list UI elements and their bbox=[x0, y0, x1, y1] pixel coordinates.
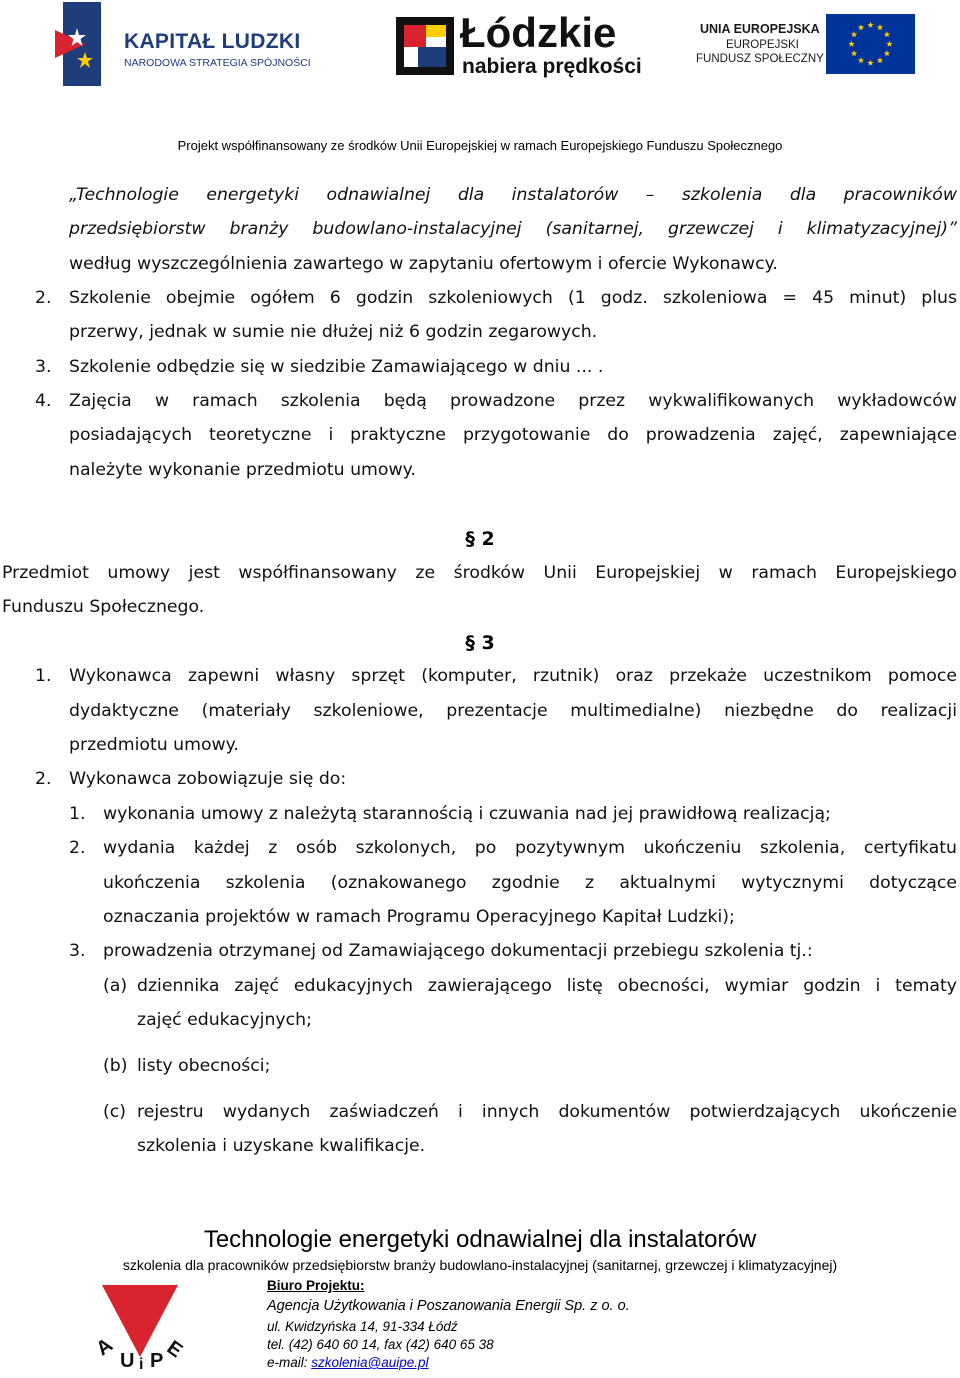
list-item-text: Zajęcia w ramach szkolenia będą prowadzone przez wykwalifikowanych wykładowców bbox=[69, 391, 957, 411]
auipe-logo-letter-p: P bbox=[150, 1350, 164, 1371]
kapital-ludzki-logo-icon bbox=[55, 2, 105, 86]
list-item-text: Wykonawca zobowiązuje się do: bbox=[69, 769, 347, 789]
lodzkie-subtitle: nabiera prędkości bbox=[462, 55, 642, 78]
ue-line2: EUROPEJSKI bbox=[726, 39, 799, 51]
auipe-logo-letter-e: E bbox=[162, 1336, 187, 1363]
auipe-logo-letter-u: U bbox=[120, 1350, 135, 1371]
email-label: e-mail: bbox=[267, 1355, 312, 1370]
sublist-number: 1. bbox=[69, 804, 86, 824]
kapital-ludzki-name: KAPITAŁ LUDZKI bbox=[124, 30, 301, 53]
address: ul. Kwidzyńska 14, 91-334 Łódź bbox=[267, 1319, 458, 1334]
eu-flag-icon bbox=[826, 14, 915, 74]
section-heading: § 3 bbox=[465, 632, 495, 654]
email-link[interactable]: szkolenia@auipe.pl bbox=[311, 1355, 429, 1370]
sublist-item-text: oznaczania projektów w ramach Programu Operacyjnego Kapitał Ludzki); bbox=[103, 907, 735, 927]
lodzkie-name: Łódzkie bbox=[460, 9, 617, 56]
list-item-text: przedmiotu umowy. bbox=[69, 735, 239, 755]
ue-title: UNIA EUROPEJSKA bbox=[700, 22, 820, 36]
list-number: 3. bbox=[35, 357, 52, 377]
list-item-text: posiadających teoretyczne i praktyczne przygotowanie do prowadzenia zajęć, zapewniające bbox=[69, 425, 957, 445]
subsublist-item-text: rejestru wydanych zaświadczeń i innych dokumentów potwierdzających ukończenie bbox=[137, 1102, 957, 1122]
intro-line: według wyszczególnienia zawartego w zapytaniu ofertowym i ofercie Wykonawcy. bbox=[69, 254, 778, 274]
intro-line: „Technologie energetyki odnawialnej dla instalatorów – szkolenia dla pracowników bbox=[69, 185, 957, 205]
subsublist-item-text: dziennika zajęć edukacyjnych zawierającego listę obecności, wymiar godzin i tematy bbox=[137, 976, 957, 996]
section-heading: § 2 bbox=[465, 528, 495, 550]
footer-subtitle: szkolenia dla pracowników przedsiębiorstw branży budowlano-instalacyjnej (sanitarnej, grzewczej i klimatyzacyjnej) bbox=[122, 1257, 838, 1273]
project-cofinance-line: Projekt współfinansowany ze środków Unii Europejskiej w ramach Europejskiego Funduszu Społecznego bbox=[177, 138, 783, 153]
list-number: 1. bbox=[35, 666, 52, 686]
email-line bbox=[267, 1355, 429, 1370]
paragraph-line: Przedmiot umowy jest współfinansowany ze środków Unii Europejskiej w ramach Europejskiego bbox=[2, 563, 957, 583]
list-item-text: dydaktyczne (materiały szkoleniowe, prezentacje multimedialne) niezbędne do realizacji bbox=[69, 701, 957, 721]
biuro-label: Biuro Projektu: bbox=[267, 1278, 365, 1293]
auipe-logo-icon bbox=[92, 1275, 188, 1371]
subsublist-item-text: listy obecności; bbox=[137, 1056, 271, 1076]
footer-title: Technologie energetyki odnawialnej dla instalatorów bbox=[203, 1226, 757, 1253]
auipe-logo-letter-a: A bbox=[92, 1333, 117, 1361]
sublist-number: 2. bbox=[69, 838, 86, 858]
kapital-ludzki-subtitle: NARODOWA STRATEGIA SPÓJNOŚCI bbox=[124, 57, 311, 69]
subsublist-number: (b) bbox=[103, 1056, 128, 1076]
sublist-item-text: wykonania umowy z należytą starannością i czuwania nad jej prawidłową realizacją; bbox=[103, 804, 831, 824]
sublist-item-text: ukończenia szkolenia (oznakowanego zgodnie z aktualnymi wytycznymi dotyczące bbox=[103, 873, 957, 893]
list-item-text: należyte wykonanie przedmiotu umowy. bbox=[69, 460, 416, 480]
subsublist-number: (a) bbox=[103, 976, 128, 996]
sublist-item-text: prowadzenia otrzymanej od Zamawiającego dokumentacji przebiegu szkolenia tj.: bbox=[103, 941, 813, 961]
ue-line3: FUNDUSZ SPOŁECZNY bbox=[696, 53, 824, 65]
list-item-text: Szkolenie odbędzie się w siedzibie Zamawiającego w dniu ... . bbox=[69, 357, 604, 377]
phone: tel. (42) 640 60 14, fax (42) 640 65 38 bbox=[267, 1337, 494, 1352]
subsublist-item-text: zajęć edukacyjnych; bbox=[137, 1010, 312, 1030]
subsublist-item-text: szkolenia i uzyskane kwalifikacje. bbox=[137, 1136, 426, 1156]
list-number: 2. bbox=[35, 769, 52, 789]
intro-line: przedsiębiorstw branży budowlano-instalacyjnej (sanitarnej, grzewczej i klimatyzacyjnej)” bbox=[69, 219, 957, 239]
sublist-number: 3. bbox=[69, 941, 86, 961]
paragraph-line: Funduszu Społecznego. bbox=[2, 597, 205, 617]
subsublist-number: (c) bbox=[103, 1102, 126, 1122]
sublist-item-text: wydania każdej z osób szkolonych, po pozytywnym ukończeniu szkolenia, certyfikatu bbox=[103, 838, 957, 858]
agency-name: Agencja Użytkowania i Poszanowania Energii Sp. z o. o. bbox=[267, 1298, 630, 1314]
list-number: 4. bbox=[35, 391, 52, 411]
list-number: 2. bbox=[35, 288, 52, 308]
lodzkie-logo-icon bbox=[396, 17, 454, 75]
list-item-text: przerwy, jednak w sumie nie dłużej niż 6 godzin zegarowych. bbox=[69, 322, 598, 342]
list-item-text: Wykonawca zapewni własny sprzęt (komputer, rzutnik) oraz przekaże uczestnikom pomoce bbox=[69, 666, 957, 686]
list-item-text: Szkolenie obejmie ogółem 6 godzin szkoleniowych (1 godz. szkoleniowa = 45 minut) plus bbox=[69, 288, 957, 308]
auipe-logo-letter-i: i bbox=[139, 1356, 144, 1371]
